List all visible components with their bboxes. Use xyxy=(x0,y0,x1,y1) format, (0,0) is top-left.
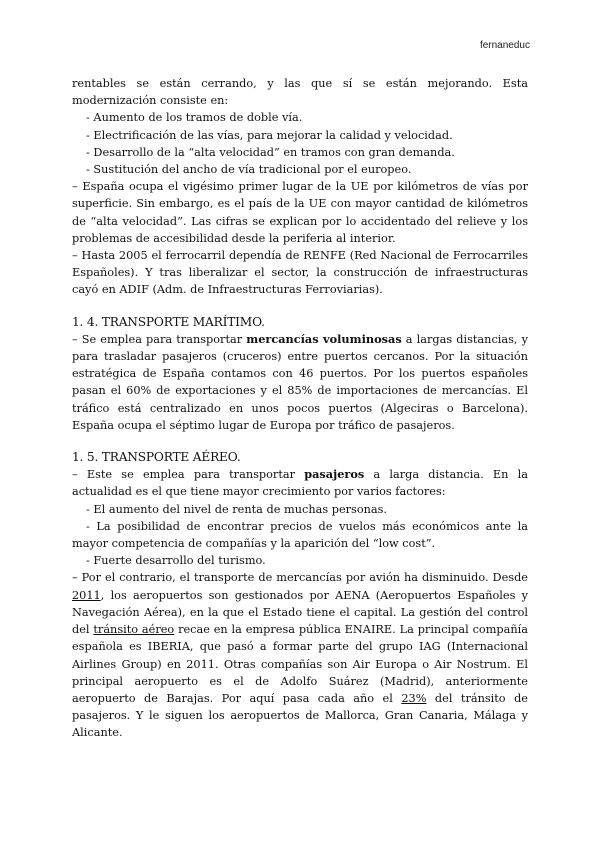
text: – Este se emplea para transportar xyxy=(72,468,305,482)
underlined-text: 23% xyxy=(401,691,427,705)
list-item: - Fuerte desarrollo del turismo. xyxy=(86,554,266,568)
list-item: - Sustitución del ancho de vía tradicional por el europeo. xyxy=(86,163,412,177)
list-item: - El aumento del nivel de renta de muchas personas. xyxy=(86,502,388,516)
list-item xyxy=(72,518,528,552)
underlined-text: tránsito aéreo xyxy=(93,623,175,637)
list-item: - Desarrollo de la “alta velocidad” en tramos con gran demanda. xyxy=(86,145,455,159)
section-heading-maritimo: 1. 4. TRANSPORTE MARÍTIMO. xyxy=(72,314,265,329)
text: – Por el contrario, el transporte de mercancías por avión ha disminuido. Desde xyxy=(72,571,528,585)
text: a larga distancia. En la actualidad es el que tiene mayor crecimiento por varios factores: xyxy=(72,468,528,499)
paragraph xyxy=(72,466,528,500)
list-item: - Aumento de los tramos de doble vía. xyxy=(86,111,303,125)
paragraph xyxy=(72,331,528,434)
header-author: fernaneduc xyxy=(479,40,530,51)
text: - La posibilidad de encontrar precios de vuelos más económicos ante la mayor competencia de compañías y la aparición del “low cost”. xyxy=(72,519,528,551)
underlined-text: 2011 xyxy=(72,588,101,602)
text: recae en la empresa pública ENAIRE. La principal compañía española es IBERIA, que pasó a formar parte del grupo IAG (Internacional Airlines Group) en 2011. Otras compañías son Air Europa o Air Nostrum. El principal aeropuerto es el de Adolfo Suárez (Madrid), anteriormente aeropuerto de Barajas. Por aquí pasa cada año el xyxy=(72,623,528,705)
bold-text: mercancías voluminosas xyxy=(246,331,402,346)
text: , los aeropuertos son gestionados por AENA (Aeropuertos Españoles y Navegación Aérea), en la que el Estado tiene el capital. La gestión del control del xyxy=(72,588,528,637)
bold-text: pasajeros xyxy=(304,467,365,482)
section-heading-aereo: 1. 5. TRANSPORTE AÉREO. xyxy=(72,450,241,465)
paragraph: – España ocupa el vigésimo primer lugar de la UE por kilómetros de vías por superficie. Sin embargo, es el país de la UE con mayor cantidad de kilómetros de “alta velocidad”. Las cifras se explican por lo accidentado del relieve y los problemas de accesibilidad desde la periferia al interior. xyxy=(72,180,528,245)
document-body xyxy=(72,75,528,742)
paragraph xyxy=(72,569,528,741)
list-item: - Electrificación de las vías, para mejorar la calidad y velocidad. xyxy=(86,128,453,142)
text: – Se emplea para transportar xyxy=(72,332,247,346)
text: del tránsito de pasajeros. Y le siguen los aeropuertos de Mallorca, Gran Canaria, Málaga y Alicante. xyxy=(72,691,528,740)
paragraph: rentables se están cerrando, y las que sí se están mejorando. Esta modernización consiste en: xyxy=(72,77,528,108)
text: a largas distancias, y para trasladar pasajeros (cruceros) entre puertos cercanos. Por la situación estratégica de España contamos con 46 puertos. Por los puertos españoles pasan el 60% de exportaciones y el 85% de importaciones de mercancías. El tráfico está centralizado en unos pocos puertos (Algeciras o Barcelona). España ocupa el séptimo lugar de Europa por tráfico de pasajeros. xyxy=(72,332,528,432)
paragraph: – Hasta 2005 el ferrocarril dependía de RENFE (Red Nacional de Ferrocarriles Españoles). Y tras liberalizar el sector, la construcción de infraestructuras cayó en ADIF (Adm. de Infraestructuras Ferroviarias). xyxy=(72,249,528,297)
